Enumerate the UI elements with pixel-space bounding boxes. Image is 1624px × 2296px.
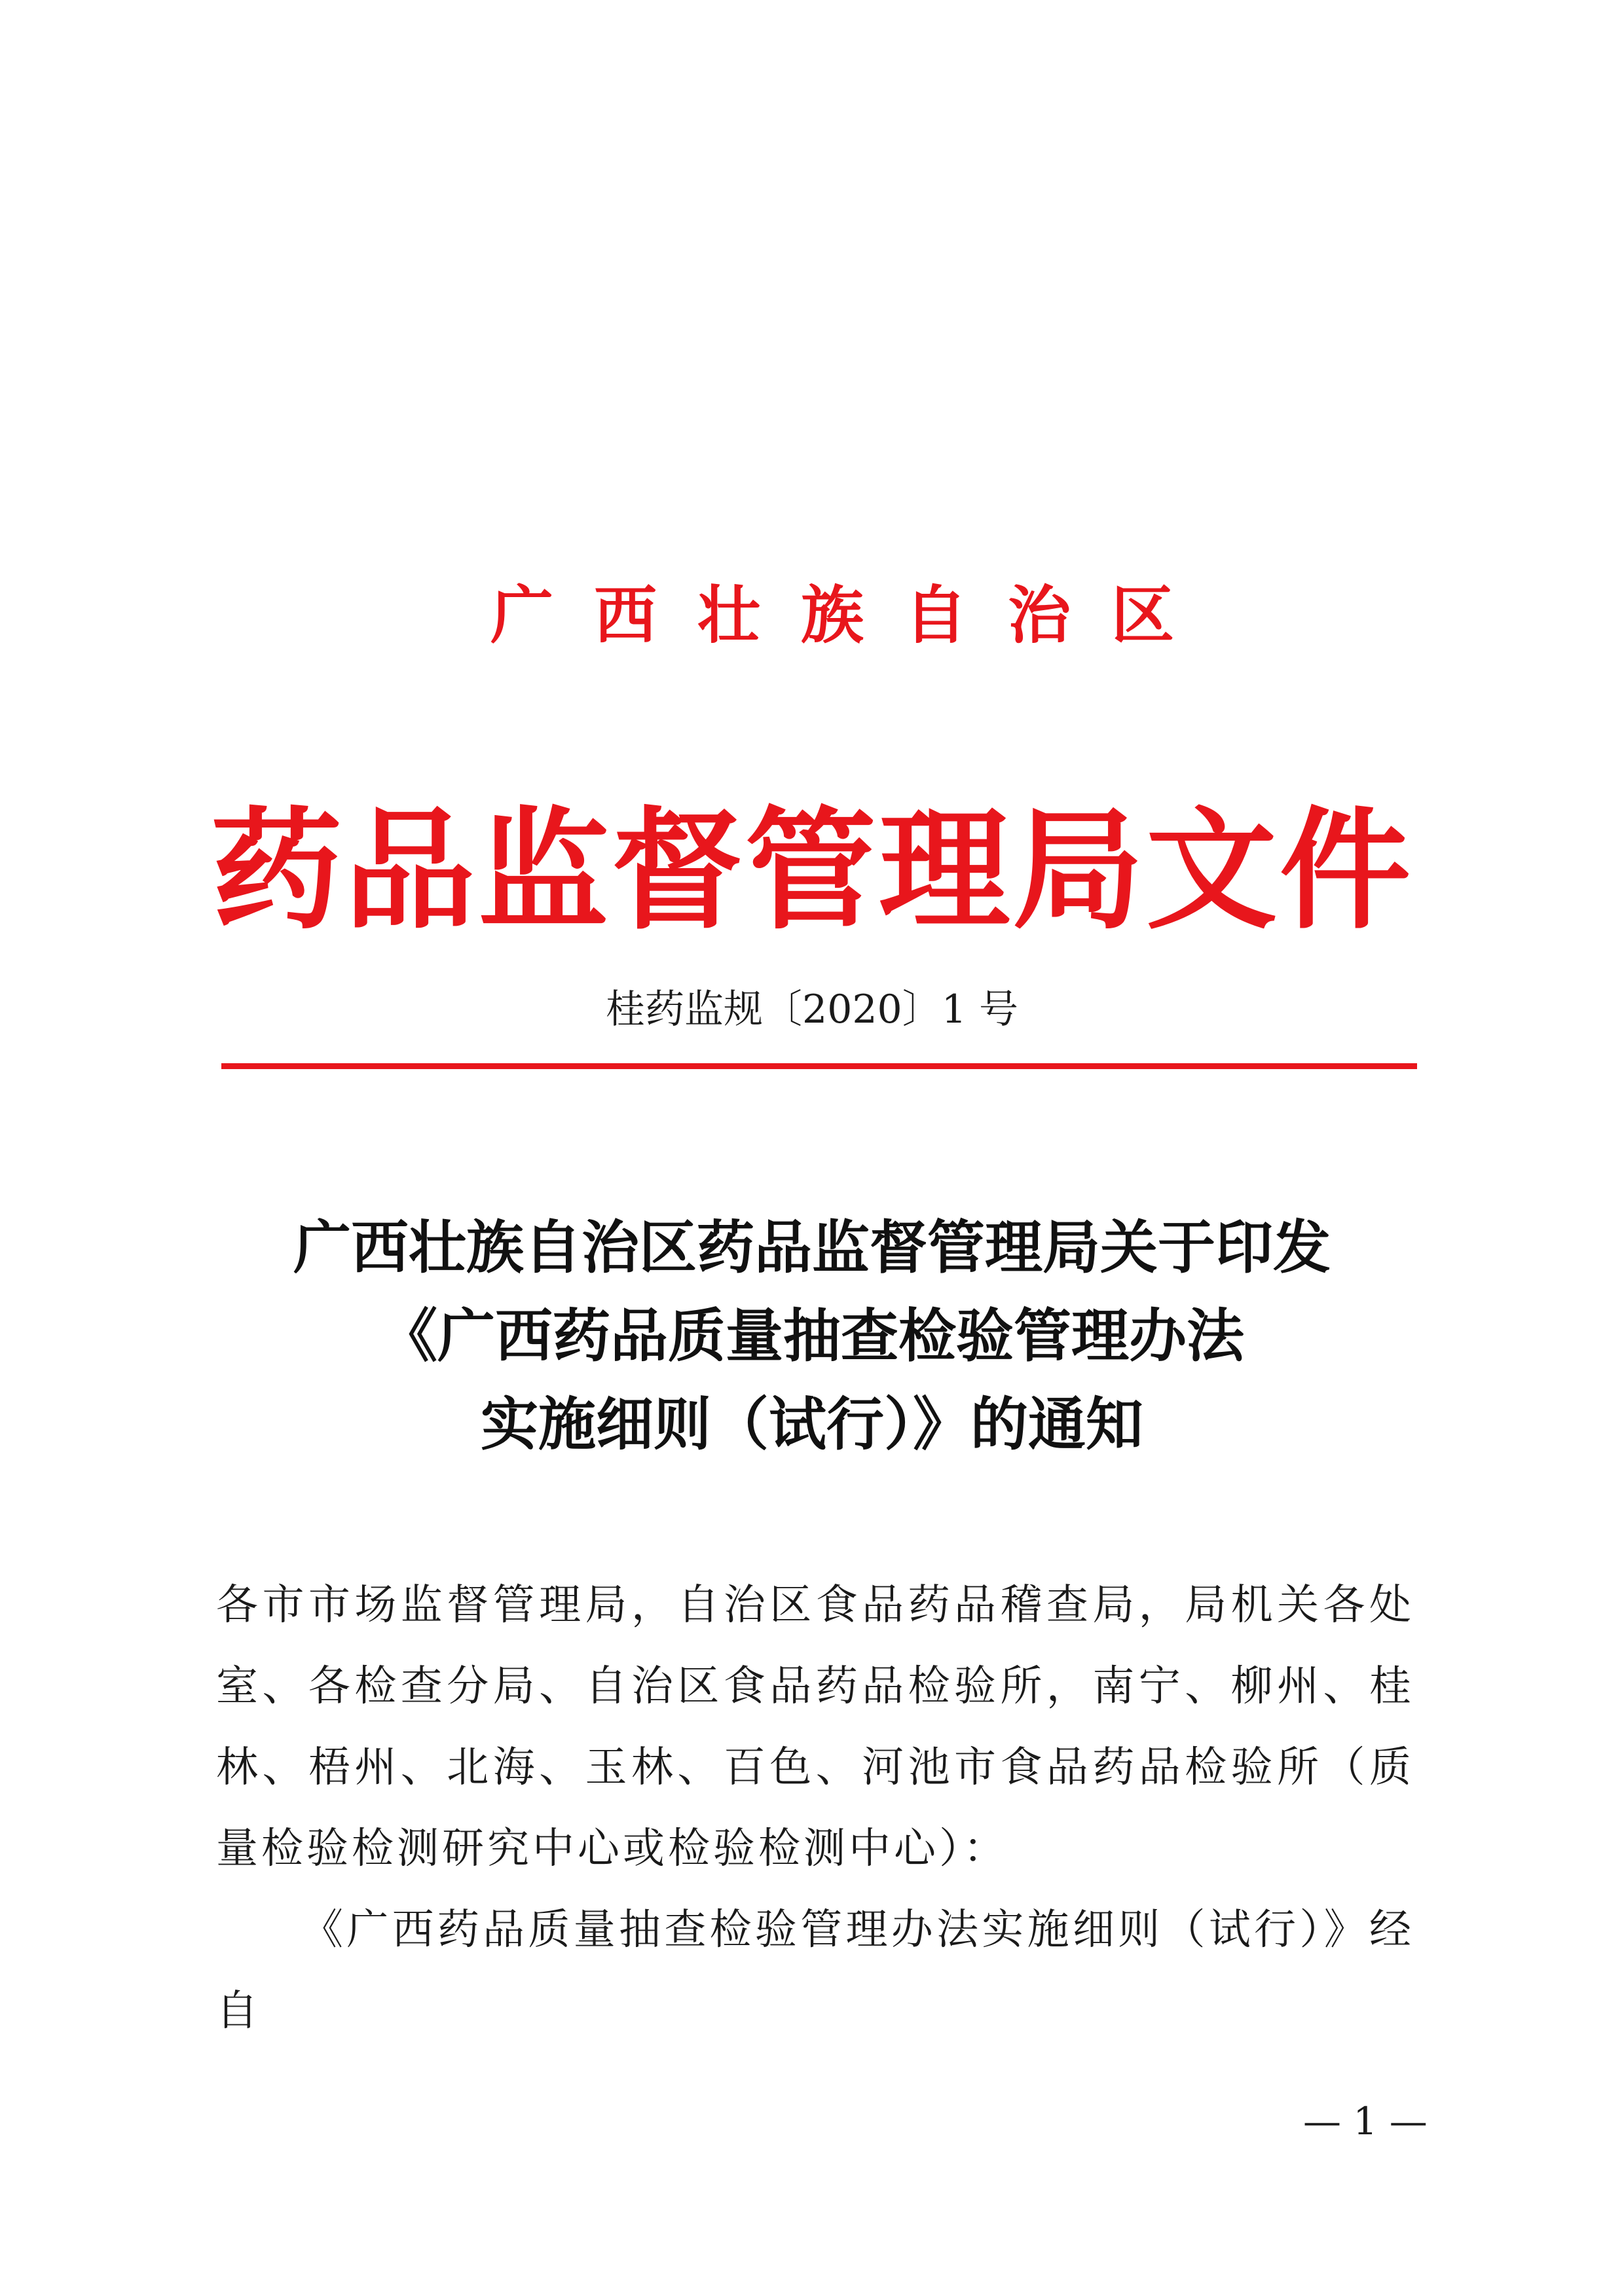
red-separator-line <box>221 1063 1417 1069</box>
notice-title-line-1: 广西壮族自治区药品监督管理局关于印发 <box>293 1213 1331 1281</box>
document-body <box>216 1565 1414 2052</box>
notice-title-line-2: 《广西药品质量抽查检验管理办法 <box>379 1302 1244 1370</box>
document-number: 桂药监规〔2020〕1 号 <box>606 987 1018 1032</box>
recipients-paragraph: 各市市场监督管理局，自治区食品药品稽查局，局机关各处室、各检查分局、自治区食品药品检验所，南宁、柳州、桂林、梧州、北海、玉林、百色、河池市食品药品检验所（质量检验检测研究中心或检验检测中心）： <box>216 1581 1414 1873</box>
notice-title-line-3: 实施细则（试行）》的通知 <box>480 1390 1143 1458</box>
body-paragraph: 《广西药品质量抽查检验管理办法实施细则（试行）》经自 <box>216 1906 1414 2035</box>
document-masthead: 药品监督管理局文件 <box>210 793 1413 947</box>
page-number: — 1 — <box>1303 2099 1428 2143</box>
issuer-name: 广西壮族自治区 <box>490 578 1215 652</box>
